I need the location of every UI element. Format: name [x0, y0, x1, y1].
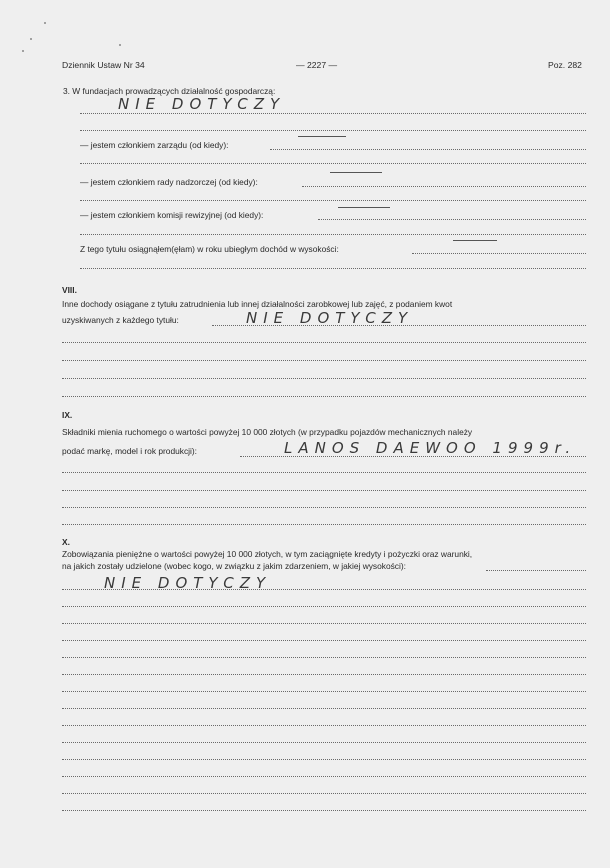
answer-line: [62, 657, 586, 658]
answer-line: [62, 524, 586, 525]
answer-line: [412, 253, 586, 254]
section9-text-line2: podać markę, model i rok produkcji):: [62, 446, 197, 456]
answer-line: [302, 186, 586, 187]
answer-line: [62, 810, 586, 811]
header-journal: Dziennik Ustaw Nr 34: [62, 60, 145, 70]
answer-line: [270, 149, 586, 150]
answer-line: [62, 725, 586, 726]
section10-number: X.: [62, 537, 70, 547]
answer-line: [80, 234, 586, 235]
date-underline: [298, 136, 346, 137]
board-member-label: — jestem członkiem zarządu (od kiedy):: [80, 140, 229, 150]
answer-line: [80, 130, 586, 131]
answer-line: [62, 606, 586, 607]
answer-line: [80, 113, 586, 114]
answer-line: [80, 163, 586, 164]
income-label: Z tego tytułu osiągnąłem(ęłam) w roku ubiegłym dochód w wysokości:: [80, 244, 339, 254]
answer-line: [62, 776, 586, 777]
answer-line: [62, 623, 586, 624]
answer-line: [62, 396, 586, 397]
date-underline: [338, 207, 390, 208]
answer-line: [62, 742, 586, 743]
section9-handwritten-answer: LANOS DAEWOO 1999r.: [284, 439, 577, 457]
answer-line: [62, 759, 586, 760]
answer-line: [212, 325, 586, 326]
section10-text-line1: Zobowiązania pieniężne o wartości powyżej 10 000 złotych, w tym zaciągnięte kredyty i pożyczki oraz warunki,: [62, 549, 473, 559]
answer-line: [240, 456, 586, 457]
answer-line: [62, 360, 586, 361]
section9-number: IX.: [62, 410, 73, 420]
scan-speck: [22, 50, 24, 52]
section9-text-line1: Składniki mienia ruchomego o wartości powyżej 10 000 złotych (w przypadku pojazdów mechanicznych należy: [62, 427, 473, 437]
audit-member-label: — jestem członkiem komisji rewizyjnej (od kiedy):: [80, 210, 264, 220]
answer-line: [62, 490, 586, 491]
answer-line: [62, 708, 586, 709]
section8-handwritten-answer: NIE DOTYCZY: [246, 309, 414, 327]
section3-intro: 3. W fundacjach prowadzących działalność gospodarczą:: [63, 86, 276, 96]
answer-line: [62, 589, 586, 590]
section10-text-line2: na jakich zostały udzielone (wobec kogo, w związku z jakim zdarzeniem, w jakiej wysokości):: [62, 561, 406, 571]
section3-handwritten-answer: NIE DOTYCZY: [118, 95, 286, 113]
supervisory-member-label: — jestem członkiem rady nadzorczej (od kiedy):: [80, 177, 258, 187]
header-position: Poz. 282: [548, 60, 582, 70]
answer-line: [80, 268, 586, 269]
answer-line: [62, 640, 586, 641]
answer-line: [80, 200, 586, 201]
answer-line: [318, 219, 586, 220]
section8-number: VIII.: [62, 285, 77, 295]
answer-line: [62, 691, 586, 692]
answer-line: [62, 793, 586, 794]
scan-speck: [30, 38, 32, 40]
answer-line: [62, 378, 586, 379]
answer-line: [62, 472, 586, 473]
scan-speck: [44, 22, 46, 24]
answer-line: [486, 570, 586, 571]
section8-text-line2: uzyskiwanych z każdego tytułu:: [62, 315, 179, 325]
header-page-number: — 2227 —: [296, 60, 338, 70]
answer-line: [62, 342, 586, 343]
section8-text-line1: Inne dochody osiągane z tytułu zatrudnienia lub innej działalności zarobkowej lub zajęć, z podaniem kwot: [62, 299, 453, 309]
section10-handwritten-answer: NIE DOTYCZY: [104, 574, 272, 592]
answer-line: [62, 507, 586, 508]
amount-underline: [453, 240, 497, 241]
answer-line: [62, 674, 586, 675]
scan-speck: [119, 44, 121, 46]
date-underline: [330, 172, 382, 173]
